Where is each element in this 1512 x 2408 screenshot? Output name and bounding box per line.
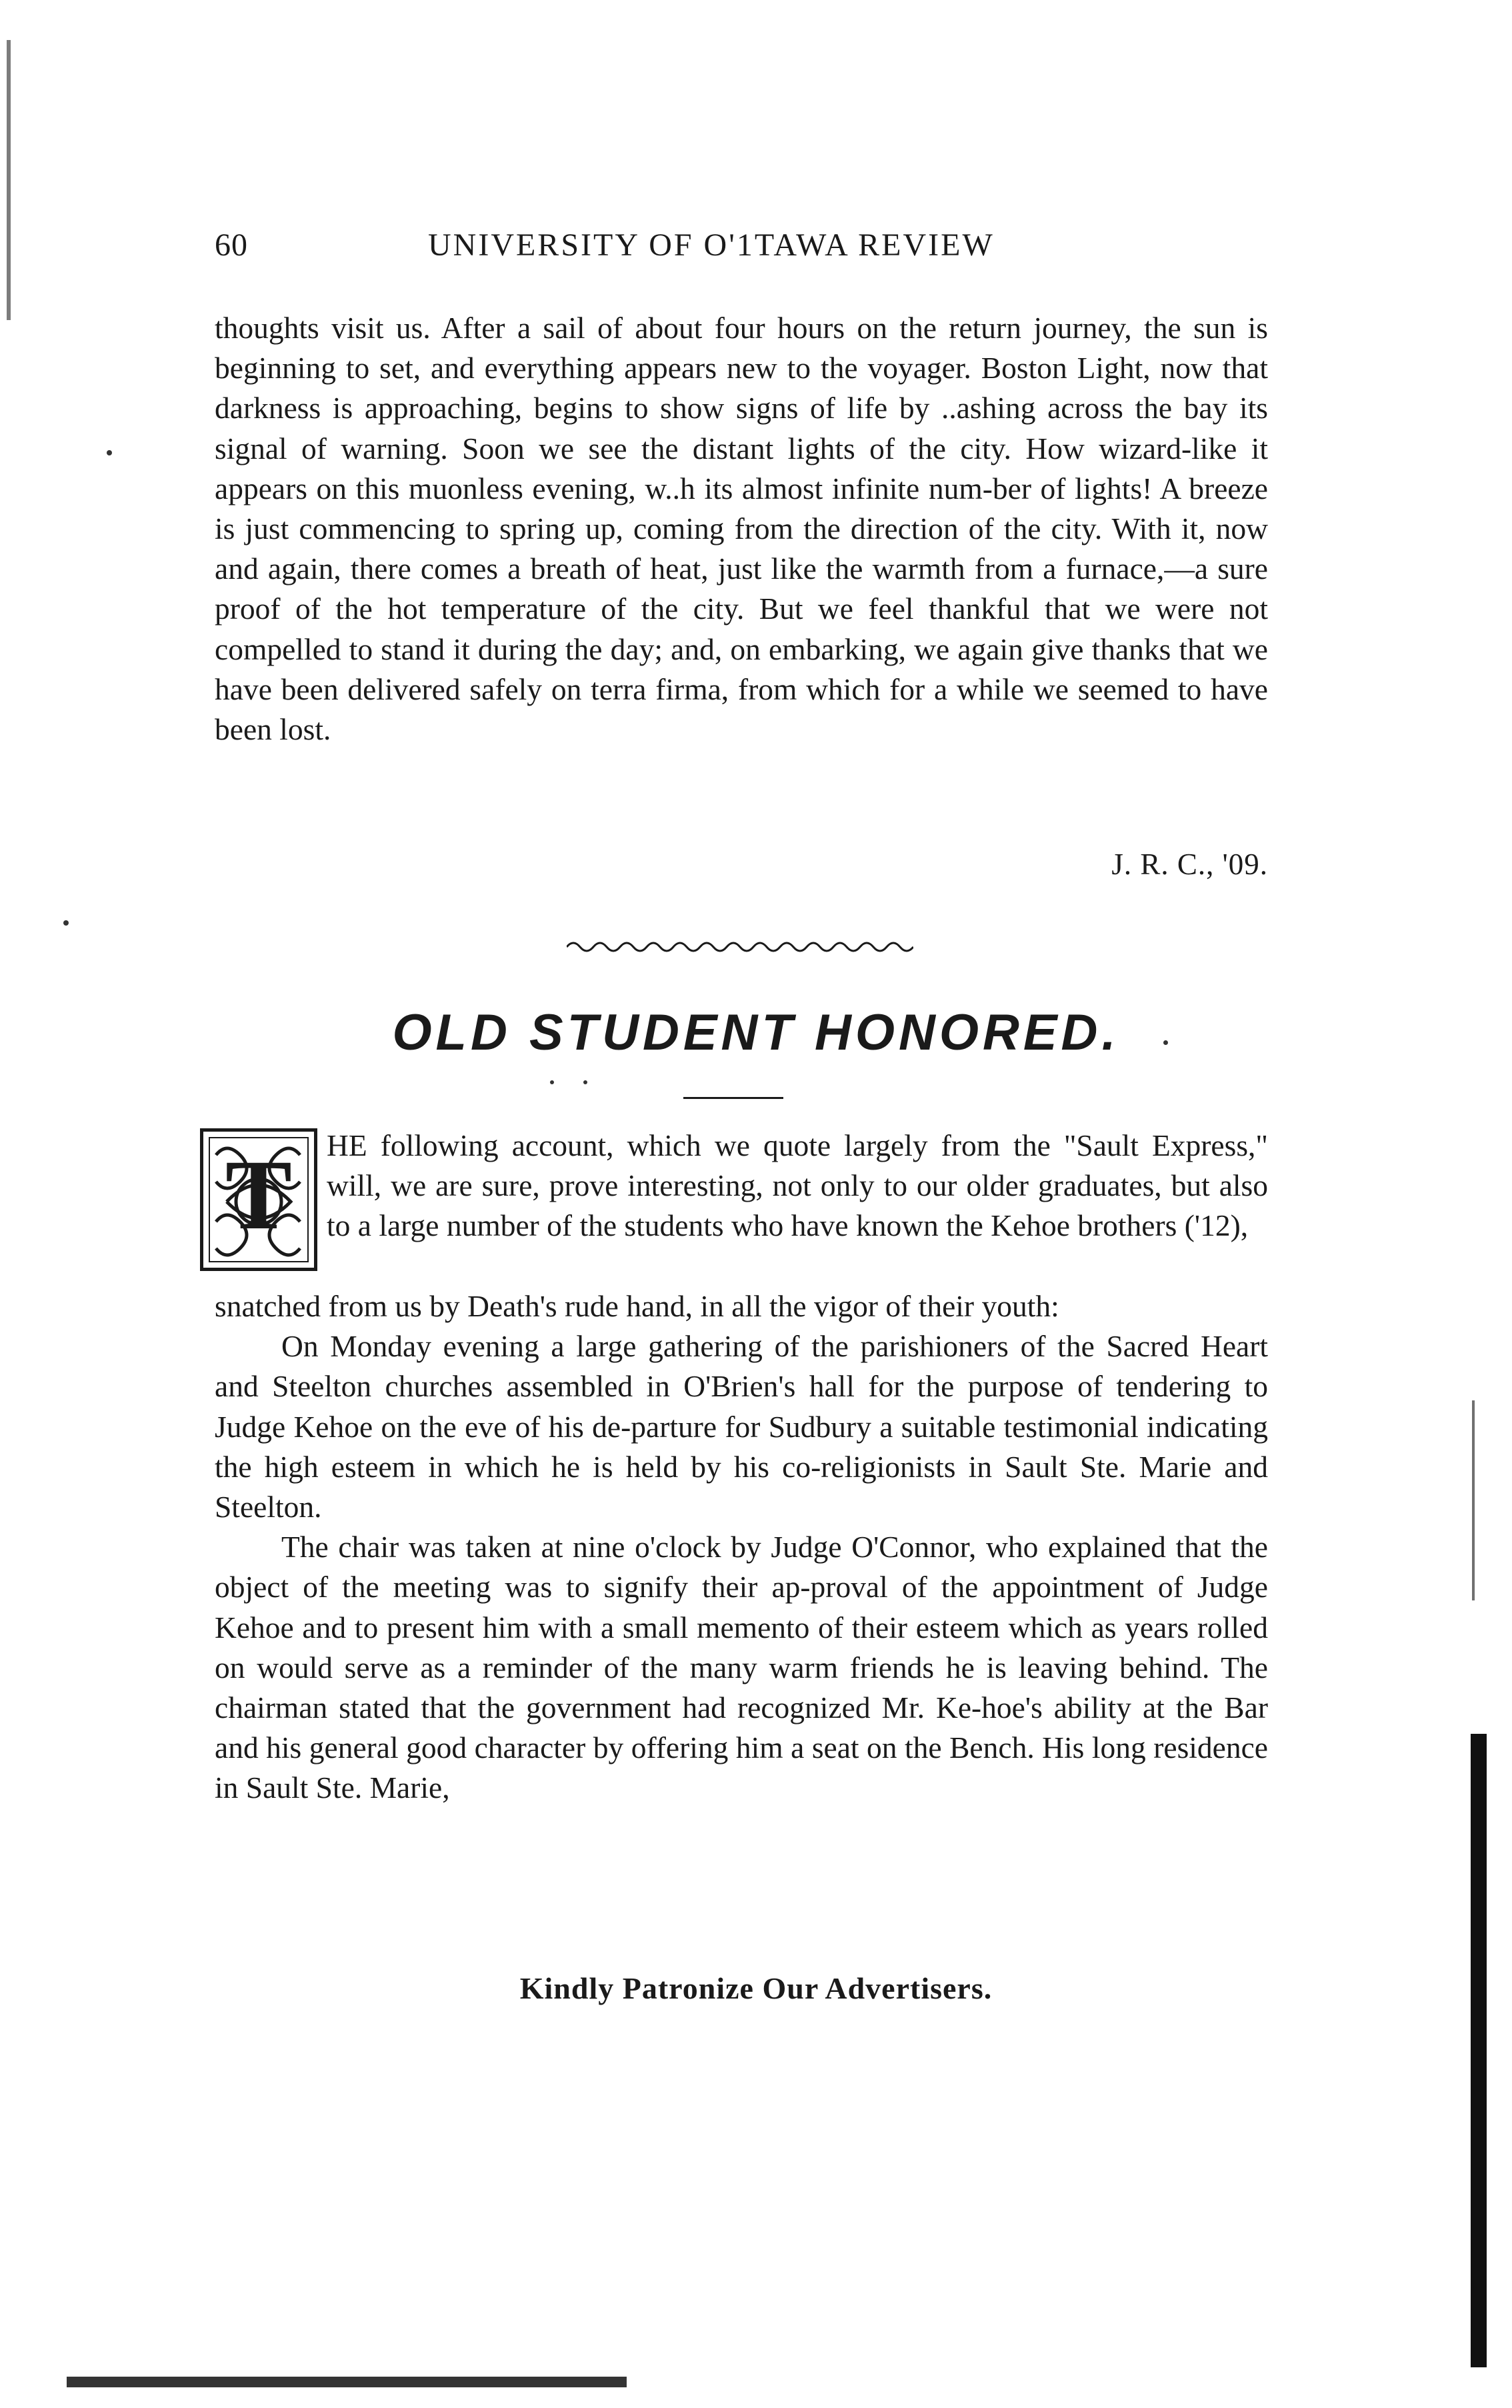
first-paragraph-continuation: snatched from us by Death's rude hand, in all the vigor of their youth: [215,1289,1059,1323]
page-number: 60 [215,227,248,263]
article-body [215,1286,1268,1809]
page-header [215,227,1268,280]
scan-speck [550,1080,554,1084]
first-paragraph-opening [327,1126,1268,1246]
running-head: UNIVERSITY OF O'1TAWA REVIEW [428,227,995,263]
scan-speck [63,920,69,926]
article-title: OLD STUDENT HONORED. [392,1004,1120,1061]
decorative-drop-cap-icon [200,1128,317,1271]
author-signature: J. R. C., '09. [1111,848,1268,881]
scan-edge-mark [1471,1734,1487,2367]
wavy-divider-ornament [567,934,913,960]
opening-text: HE following account, which we quote largely from the "Sault Express," will, we are sure, prove interesting, not only to our older graduates, but also to a large number of the students who have known the Kehoe brothers ('12), [327,1128,1268,1243]
scan-bottom-mark [67,2377,627,2387]
body-paragraph: On Monday evening a large gathering of the parishioners of the Sacred Heart and Steelton churches assembled in O'Brien's hall for the purpose of tendering to Judge Kehoe on the eve of his de-parture for Sudbury a suitable testimonial indicating the high esteem in which he is held by his co-religionists in Sault Ste. Marie and Steelton. [215,1329,1268,1524]
scan-edge-mark [1472,1400,1475,1600]
scan-speck [107,450,112,455]
scan-speck [583,1080,587,1084]
advertiser-notice: Kindly Patronize Our Advertisers. [519,1971,993,2005]
body-paragraph: The chair was taken at nine o'clock by Judge O'Connor, who explained that the object of the meeting was to signify their ap-proval of the appointment of Judge Kehoe and to present him with a small memento of their esteem which as years rolled on would serve as a reminder of the many warm friends he is leaving behind. The chairman stated that the government had recognized Mr. Ke-hoe's ability at the Bar and his general good character by offering him a seat on the Bench. His long residence in Sault Ste. Marie, [215,1530,1268,1805]
continued-article [215,308,1268,750]
scan-speck [1163,1040,1168,1045]
continued-paragraph: thoughts visit us. After a sail of about four hours on the return journey, the sun is beginning to set, and everything appears new to the voyager. Boston Light, now that darkness is approaching, begins to show signs of life by ..ashing across the bay its signal of warning. Soon we see the distant lights of the city. How wizard-like it appears on this muonless evening, w..h its almost infinite num-ber of lights! A breeze is just commencing to spring up, coming from the direction of the city. With it, now and again, there comes a breath of heat, just like the warmth from a furnace,—a sure proof of the hot temperature of the city. But we feel thankful that we were not compelled to stand it during the day; and, on embarking, we again give thanks that we have been delivered safely on terra firma, from which for a while we seemed to have been lost. [215,311,1268,747]
title-rule [683,1097,783,1099]
scan-edge-mark [7,40,11,320]
drop-cap-letter: T [225,1140,293,1250]
